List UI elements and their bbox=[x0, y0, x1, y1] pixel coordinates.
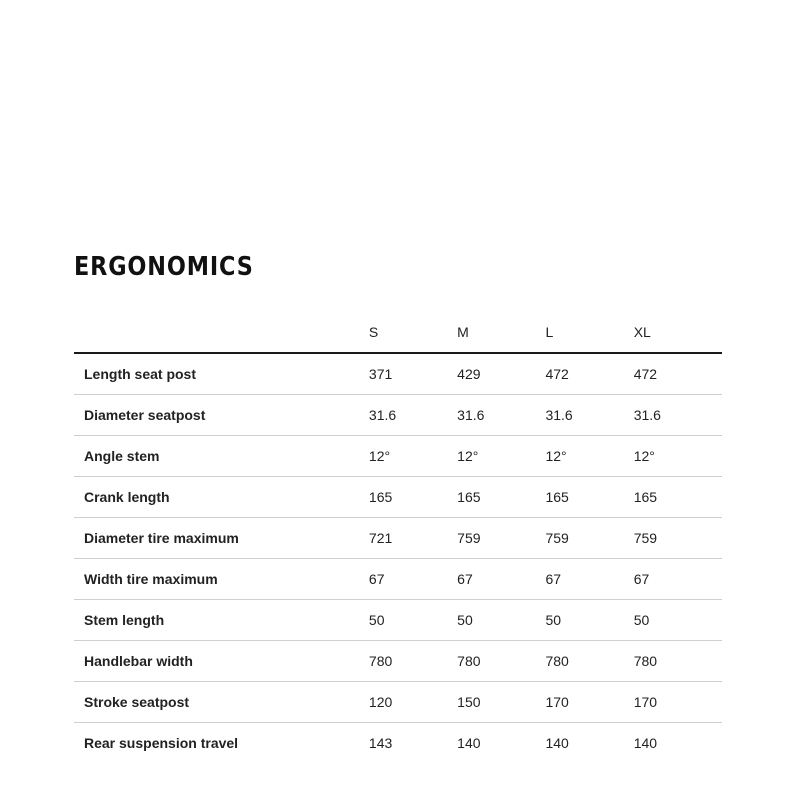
table-row bbox=[74, 723, 722, 764]
header-size-xl: XL bbox=[634, 311, 722, 353]
cell-value: 780 bbox=[634, 641, 722, 682]
table-body bbox=[74, 353, 722, 763]
cell-value: 50 bbox=[369, 600, 457, 641]
cell-value: 472 bbox=[545, 353, 633, 395]
cell-value: 67 bbox=[545, 559, 633, 600]
row-label: Crank length bbox=[74, 477, 369, 518]
table-row bbox=[74, 682, 722, 723]
cell-value: 67 bbox=[634, 559, 722, 600]
cell-value: 165 bbox=[634, 477, 722, 518]
table-row bbox=[74, 518, 722, 559]
cell-value: 50 bbox=[545, 600, 633, 641]
cell-value: 67 bbox=[457, 559, 545, 600]
cell-value: 31.6 bbox=[634, 395, 722, 436]
table-row bbox=[74, 353, 722, 395]
cell-value: 759 bbox=[457, 518, 545, 559]
cell-value: 165 bbox=[369, 477, 457, 518]
cell-value: 429 bbox=[457, 353, 545, 395]
cell-value: 120 bbox=[369, 682, 457, 723]
row-label: Length seat post bbox=[74, 353, 369, 395]
table-row bbox=[74, 436, 722, 477]
table-row bbox=[74, 559, 722, 600]
row-label: Diameter tire maximum bbox=[74, 518, 369, 559]
cell-value: 759 bbox=[545, 518, 633, 559]
header-empty-cell bbox=[74, 311, 369, 353]
section-title: ERGONOMICS bbox=[74, 252, 254, 282]
table-row bbox=[74, 395, 722, 436]
cell-value: 759 bbox=[634, 518, 722, 559]
header-size-m: M bbox=[457, 311, 545, 353]
row-label: Angle stem bbox=[74, 436, 369, 477]
cell-value: 50 bbox=[634, 600, 722, 641]
row-label: Stem length bbox=[74, 600, 369, 641]
header-size-l: L bbox=[545, 311, 633, 353]
cell-value: 165 bbox=[457, 477, 545, 518]
cell-value: 140 bbox=[633, 735, 658, 751]
table-row bbox=[74, 600, 722, 641]
cell-value: 721 bbox=[369, 518, 457, 559]
cell-value: 780 bbox=[545, 641, 633, 682]
cell-value: 12° bbox=[545, 436, 633, 477]
table-row bbox=[74, 641, 722, 682]
cell-value: 50 bbox=[457, 600, 545, 641]
cell-value: 472 bbox=[634, 353, 722, 395]
row-label: Rear suspension travel bbox=[84, 735, 239, 751]
cell-value: 31.6 bbox=[369, 395, 457, 436]
cell-value: 150 bbox=[457, 682, 545, 723]
cell-value: 12° bbox=[634, 436, 722, 477]
cell-value: 170 bbox=[634, 682, 722, 723]
cell-value: 165 bbox=[545, 477, 633, 518]
cell-value: 143 bbox=[368, 735, 393, 751]
table-header bbox=[74, 311, 722, 353]
row-label: Handlebar width bbox=[74, 641, 369, 682]
row-label: Diameter seatpost bbox=[74, 395, 369, 436]
cell-value: 140 bbox=[457, 735, 481, 751]
cell-value: 31.6 bbox=[545, 395, 633, 436]
cell-value: 780 bbox=[369, 641, 457, 682]
cell-value: 12° bbox=[369, 436, 457, 477]
cell-value: 170 bbox=[545, 682, 633, 723]
row-label: Width tire maximum bbox=[74, 559, 369, 600]
cell-value: 371 bbox=[369, 353, 457, 395]
header-size-s: S bbox=[369, 311, 457, 353]
cell-value: 67 bbox=[369, 559, 457, 600]
table-row bbox=[74, 477, 722, 518]
cell-value: 140 bbox=[545, 735, 569, 751]
header-row bbox=[74, 311, 722, 353]
ergonomics-table bbox=[74, 311, 722, 763]
cell-value: 12° bbox=[457, 436, 545, 477]
cell-value: 31.6 bbox=[457, 395, 545, 436]
cell-value: 780 bbox=[457, 641, 545, 682]
row-label: Stroke seatpost bbox=[74, 682, 369, 723]
